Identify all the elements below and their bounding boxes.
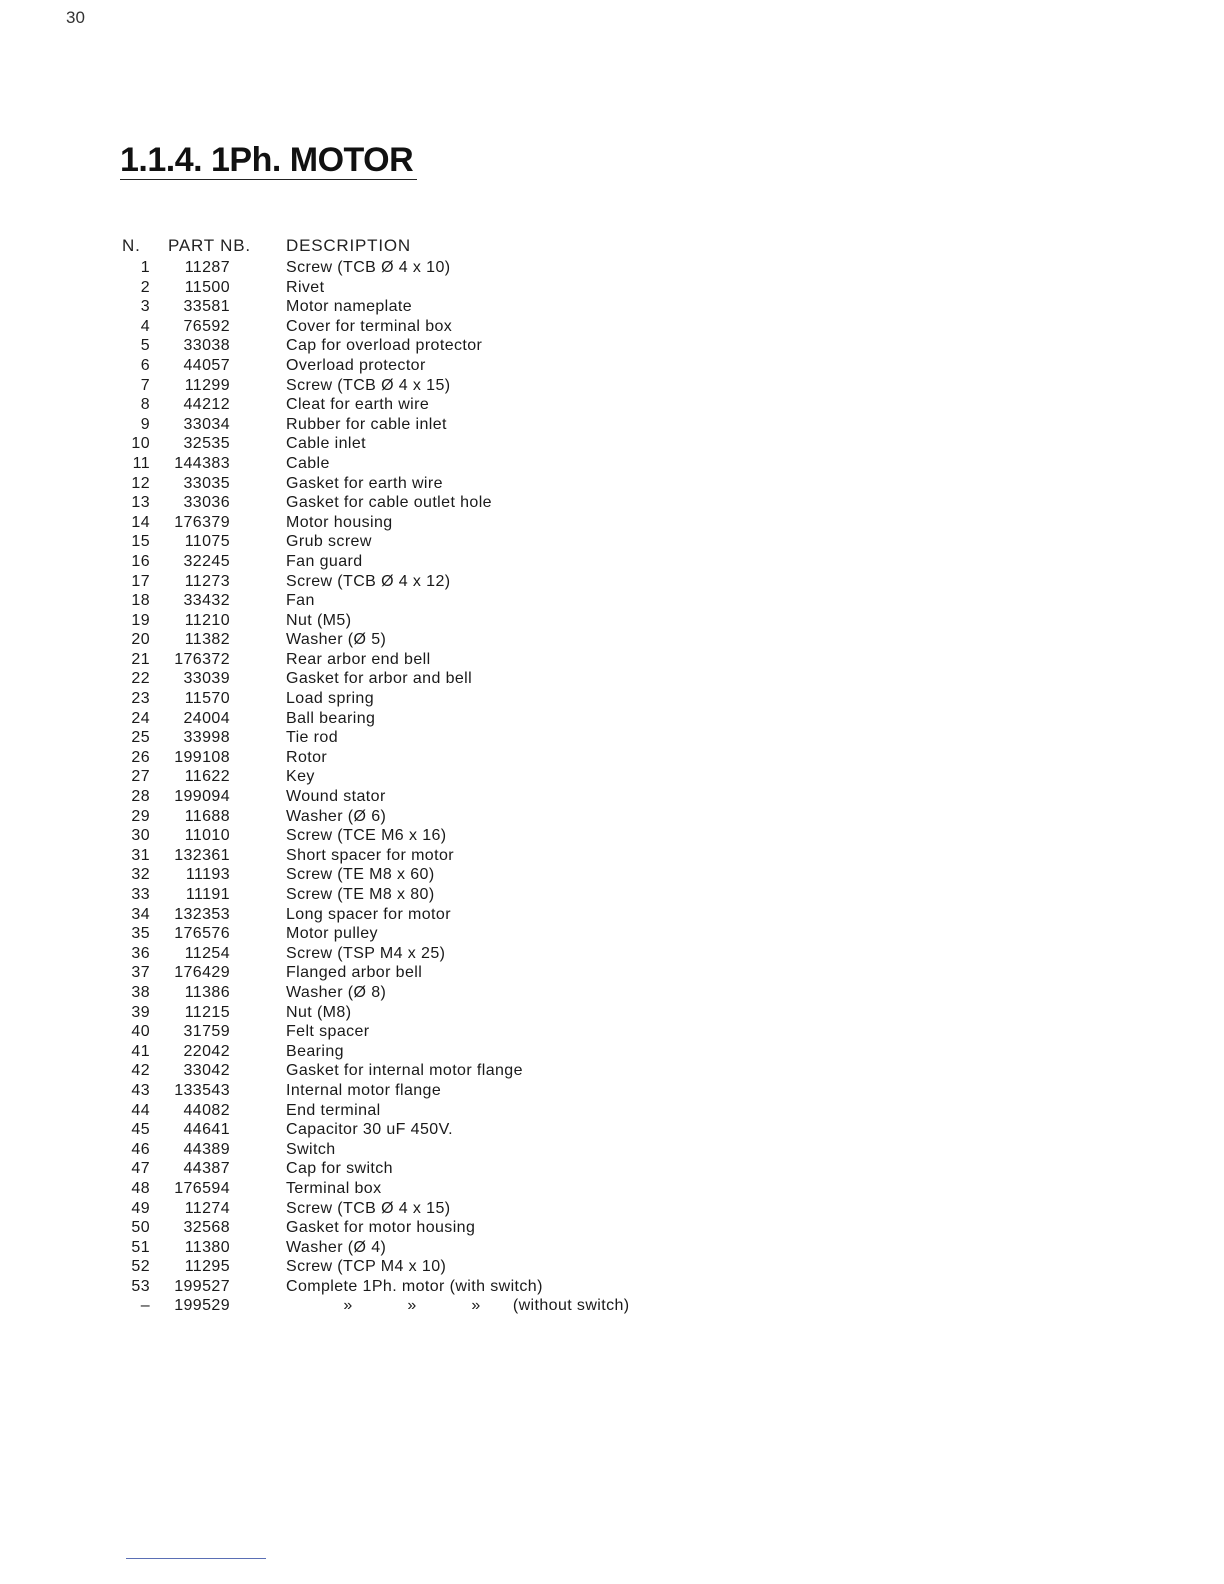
part-row bbox=[110, 983, 670, 1003]
part-row bbox=[110, 572, 670, 592]
part-row bbox=[110, 885, 670, 905]
part-row bbox=[110, 1199, 670, 1219]
row-number: 20 bbox=[131, 631, 150, 649]
row-part-number: 11570 bbox=[184, 690, 230, 708]
row-part-number: 11254 bbox=[184, 944, 230, 962]
row-part-number: 176594 bbox=[174, 1179, 230, 1197]
row-part-number: 11386 bbox=[184, 983, 230, 1001]
part-row bbox=[110, 552, 670, 572]
row-number: 47 bbox=[131, 1160, 150, 1178]
row-description: Tie rod bbox=[286, 729, 339, 747]
part-row bbox=[110, 513, 670, 533]
row-number: 53 bbox=[131, 1277, 150, 1295]
row-description: Capacitor 30 uF 450V. bbox=[286, 1121, 454, 1139]
part-row bbox=[110, 376, 670, 396]
ditto-mark: » bbox=[343, 1297, 353, 1315]
row-number: 30 bbox=[131, 827, 150, 845]
row-part-number: 132361 bbox=[174, 846, 230, 864]
part-row bbox=[110, 1120, 670, 1140]
row-number: 16 bbox=[131, 552, 150, 570]
row-number: 24 bbox=[131, 709, 150, 727]
row-number: 9 bbox=[140, 415, 150, 433]
row-number: 37 bbox=[131, 964, 150, 982]
row-description: Gasket for internal motor flange bbox=[286, 1062, 523, 1080]
row-part-number: 133543 bbox=[174, 1081, 230, 1099]
part-row bbox=[110, 709, 670, 729]
row-part-number: 33035 bbox=[183, 474, 230, 492]
part-row bbox=[110, 1003, 670, 1023]
row-number: 31 bbox=[131, 846, 150, 864]
part-row bbox=[110, 1081, 670, 1101]
row-description bbox=[230, 1296, 630, 1316]
row-number: 27 bbox=[131, 768, 150, 786]
header-description: DESCRIPTION bbox=[286, 236, 411, 255]
row-description: Grub screw bbox=[286, 533, 372, 551]
row-part-number: 44082 bbox=[183, 1101, 230, 1119]
row-part-number: 11688 bbox=[184, 807, 230, 825]
row-description: Screw (TCP M4 x 10) bbox=[286, 1258, 447, 1276]
row-number: 42 bbox=[131, 1062, 150, 1080]
row-part-number: 11274 bbox=[184, 1199, 230, 1217]
row-description: Motor housing bbox=[286, 513, 393, 531]
row-description: End terminal bbox=[286, 1101, 381, 1119]
row-number: 3 bbox=[140, 298, 150, 316]
part-row bbox=[110, 258, 670, 278]
row-description: Felt spacer bbox=[286, 1023, 370, 1041]
row-part-number: 132353 bbox=[174, 905, 230, 923]
footer-rule bbox=[126, 1558, 266, 1559]
row-description: Overload protector bbox=[286, 356, 426, 374]
part-row bbox=[110, 826, 670, 846]
row-description: Rivet bbox=[286, 278, 325, 296]
row-number: 21 bbox=[131, 650, 150, 668]
row-description: Motor nameplate bbox=[286, 298, 413, 316]
row-description: Screw (TCB Ø 4 x 15) bbox=[286, 1199, 451, 1217]
row-part-number: 199529 bbox=[174, 1297, 230, 1315]
row-part-number: 24004 bbox=[183, 709, 230, 727]
row-part-number: 11215 bbox=[184, 1003, 230, 1021]
row-part-number: 176372 bbox=[174, 650, 230, 668]
row-description: Cable bbox=[286, 454, 330, 472]
row-part-number: 11287 bbox=[184, 259, 230, 276]
part-row bbox=[110, 963, 670, 983]
part-row bbox=[110, 493, 670, 513]
row-part-number: 44212 bbox=[183, 396, 230, 414]
row-part-number: 33998 bbox=[183, 729, 230, 747]
row-part-number: 11382 bbox=[184, 631, 230, 649]
row-description: Nut (M5) bbox=[286, 611, 352, 629]
part-row bbox=[110, 317, 670, 337]
row-description: Long spacer for motor bbox=[286, 905, 451, 923]
row-description: Terminal box bbox=[286, 1179, 382, 1197]
row-description: Rotor bbox=[286, 748, 328, 766]
row-part-number: 176379 bbox=[174, 513, 230, 531]
page-number: 30 bbox=[66, 8, 85, 27]
row-part-number: 32568 bbox=[183, 1219, 230, 1237]
part-row bbox=[110, 454, 670, 474]
part-row bbox=[110, 395, 670, 415]
row-number: 36 bbox=[131, 944, 150, 962]
row-number: 28 bbox=[131, 788, 150, 806]
row-number: 49 bbox=[131, 1199, 150, 1217]
row-part-number: 44389 bbox=[183, 1140, 230, 1158]
part-row bbox=[110, 1179, 670, 1199]
row-description: Screw (TE M8 x 60) bbox=[286, 866, 435, 884]
part-row bbox=[110, 1101, 670, 1121]
row-description: Switch bbox=[286, 1140, 336, 1158]
row-description: Bearing bbox=[286, 1042, 344, 1060]
row-number: 35 bbox=[131, 925, 150, 943]
part-row bbox=[110, 356, 670, 376]
part-row bbox=[110, 532, 670, 552]
row-part-number: 144383 bbox=[174, 454, 230, 472]
part-row bbox=[110, 1218, 670, 1238]
row-part-number: 176576 bbox=[174, 925, 230, 943]
section-title: 1.1.4. 1Ph. MOTOR bbox=[120, 141, 414, 179]
row-number: 26 bbox=[131, 748, 150, 766]
row-description: Gasket for earth wire bbox=[286, 474, 443, 492]
row-description: Screw (TSP M4 x 25) bbox=[286, 944, 446, 962]
row-number: 39 bbox=[131, 1003, 150, 1021]
row-number: 18 bbox=[131, 592, 150, 610]
row-part-number: 199094 bbox=[174, 788, 230, 806]
row-number: 6 bbox=[140, 356, 150, 374]
row-description: Fan bbox=[286, 592, 315, 610]
row-description: Ball bearing bbox=[286, 709, 376, 727]
row-part-number: 32535 bbox=[183, 435, 230, 453]
part-row bbox=[110, 1238, 670, 1258]
row-description: Fan guard bbox=[286, 552, 363, 570]
row-number: 10 bbox=[131, 435, 150, 453]
part-row bbox=[110, 748, 670, 768]
row-part-number: 44387 bbox=[183, 1160, 230, 1178]
part-row bbox=[110, 728, 670, 748]
row-part-number: 33034 bbox=[183, 415, 230, 433]
row-part-number: 76592 bbox=[183, 317, 230, 335]
row-part-number: 31759 bbox=[183, 1023, 230, 1041]
row-description: Screw (TE M8 x 80) bbox=[286, 886, 435, 903]
row-description: Gasket for motor housing bbox=[286, 1219, 476, 1237]
row-part-number: 33432 bbox=[183, 592, 230, 610]
row-description: Short spacer for motor bbox=[286, 846, 454, 864]
parts-list-header bbox=[110, 236, 670, 258]
row-number: 22 bbox=[131, 670, 150, 688]
part-row bbox=[110, 1277, 670, 1297]
row-description: Gasket for cable outlet hole bbox=[286, 494, 492, 512]
row-part-number: 199527 bbox=[174, 1277, 230, 1295]
row-description: Gasket for arbor and bell bbox=[286, 670, 473, 688]
part-row bbox=[110, 865, 670, 885]
row-number: 23 bbox=[131, 690, 150, 708]
row-number: 52 bbox=[131, 1258, 150, 1276]
row-number: 11 bbox=[132, 454, 150, 472]
row-number: 2 bbox=[140, 278, 150, 296]
row-number: 40 bbox=[131, 1023, 150, 1041]
row-description: Washer (Ø 8) bbox=[286, 983, 387, 1001]
row-description: Key bbox=[286, 768, 315, 786]
row-description: Cap for overload protector bbox=[286, 337, 483, 355]
row-number: 38 bbox=[131, 983, 150, 1001]
row-description: Washer (Ø 5) bbox=[286, 631, 387, 649]
row-part-number: 11010 bbox=[184, 827, 230, 845]
row-number: 1 bbox=[140, 259, 150, 276]
part-row bbox=[110, 846, 670, 866]
row-description: Washer (Ø 6) bbox=[286, 807, 387, 825]
part-row bbox=[110, 297, 670, 317]
row-number: 48 bbox=[131, 1179, 150, 1197]
row-part-number: 11075 bbox=[184, 533, 230, 551]
row-part-number: 199108 bbox=[174, 748, 230, 766]
row-part-number: 33038 bbox=[183, 337, 230, 355]
part-row bbox=[110, 944, 670, 964]
row-number: 51 bbox=[131, 1238, 150, 1256]
row-description: Cover for terminal box bbox=[286, 317, 453, 335]
row-part-number: 33042 bbox=[183, 1062, 230, 1080]
row-description: Load spring bbox=[286, 690, 375, 708]
row-number: 43 bbox=[131, 1081, 150, 1099]
row-part-number: 176429 bbox=[174, 964, 230, 982]
part-row bbox=[110, 474, 670, 494]
row-description: Rear arbor end bell bbox=[286, 650, 431, 668]
row-description: Cap for switch bbox=[286, 1160, 393, 1178]
row-number: 32 bbox=[131, 866, 150, 884]
row-description: Cable inlet bbox=[286, 435, 367, 453]
parts-list bbox=[110, 236, 670, 1316]
part-row bbox=[110, 669, 670, 689]
row-description: Flanged arbor bell bbox=[286, 964, 423, 982]
ditto-mark: » bbox=[471, 1297, 481, 1315]
ditto-mark: » bbox=[407, 1297, 417, 1315]
row-number: 19 bbox=[131, 611, 150, 629]
row-number: 7 bbox=[140, 376, 150, 394]
row-description: Internal motor flange bbox=[286, 1081, 442, 1099]
parts-rows bbox=[110, 258, 670, 1296]
row-part-number: 44057 bbox=[183, 356, 230, 374]
part-row bbox=[110, 650, 670, 670]
part-row bbox=[110, 611, 670, 631]
part-row bbox=[110, 1042, 670, 1062]
row-number: 41 bbox=[131, 1042, 150, 1060]
row-number: 45 bbox=[131, 1121, 150, 1139]
row-part-number: 32245 bbox=[183, 552, 230, 570]
row-description: Rubber for cable inlet bbox=[286, 415, 447, 433]
row-number: 4 bbox=[140, 317, 150, 335]
part-row bbox=[110, 1159, 670, 1179]
row-part-number: 11273 bbox=[184, 572, 230, 590]
part-row bbox=[110, 689, 670, 709]
row-number: 44 bbox=[131, 1101, 150, 1119]
part-row bbox=[110, 924, 670, 944]
row-part-number: 33036 bbox=[183, 494, 230, 512]
row-description: Wound stator bbox=[286, 788, 386, 806]
row-number: 50 bbox=[131, 1219, 150, 1237]
row-part-number: 11622 bbox=[184, 768, 230, 786]
row-number: 5 bbox=[140, 337, 150, 355]
row-number: 34 bbox=[131, 905, 150, 923]
row-description: Nut (M8) bbox=[286, 1003, 352, 1021]
part-row bbox=[110, 415, 670, 435]
part-row bbox=[110, 807, 670, 827]
row-description: Washer (Ø 4) bbox=[286, 1238, 387, 1256]
row-part-number: 11380 bbox=[184, 1238, 230, 1256]
row-part-number: 22042 bbox=[183, 1042, 230, 1060]
row-number: 29 bbox=[131, 807, 150, 825]
part-row bbox=[110, 630, 670, 650]
part-row bbox=[110, 1022, 670, 1042]
row-description: Screw (TCB Ø 4 x 15) bbox=[286, 376, 451, 394]
row-part-number: 11210 bbox=[184, 611, 230, 629]
part-row bbox=[110, 787, 670, 807]
row-part-number: 11193 bbox=[185, 866, 230, 884]
part-row bbox=[110, 1061, 670, 1081]
row-part-number: 33039 bbox=[183, 670, 230, 688]
row-number: 15 bbox=[131, 533, 150, 551]
row-part-number: 11191 bbox=[185, 886, 230, 903]
row-part-number: 33581 bbox=[183, 298, 230, 316]
row-number: 46 bbox=[131, 1140, 150, 1158]
row-number: – bbox=[140, 1297, 150, 1315]
row-part-number: 11295 bbox=[184, 1258, 230, 1276]
part-row bbox=[110, 434, 670, 454]
row-number: 12 bbox=[131, 474, 150, 492]
header-part-number: PART NB. bbox=[168, 236, 251, 255]
row-description: Screw (TCE M6 x 16) bbox=[286, 827, 447, 845]
row-description: Cleat for earth wire bbox=[286, 396, 430, 414]
title-underline bbox=[120, 179, 417, 180]
part-row bbox=[110, 1257, 670, 1277]
description-suffix: (without switch) bbox=[512, 1297, 630, 1315]
part-row-last bbox=[110, 1296, 670, 1316]
row-part-number: 11500 bbox=[184, 278, 230, 296]
row-number: 8 bbox=[140, 396, 150, 414]
header-number: N. bbox=[122, 236, 141, 255]
row-description: Complete 1Ph. motor (with switch) bbox=[286, 1277, 543, 1295]
row-number: 17 bbox=[131, 572, 150, 590]
row-description: Screw (TCB Ø 4 x 12) bbox=[286, 572, 451, 590]
row-number: 13 bbox=[131, 494, 150, 512]
row-part-number: 11299 bbox=[184, 376, 230, 394]
part-row bbox=[110, 1140, 670, 1160]
part-row bbox=[110, 591, 670, 611]
row-number: 33 bbox=[131, 886, 150, 903]
row-number: 14 bbox=[131, 513, 150, 531]
row-description: Screw (TCB Ø 4 x 10) bbox=[286, 259, 451, 276]
part-row bbox=[110, 905, 670, 925]
part-row bbox=[110, 278, 670, 298]
part-row bbox=[110, 336, 670, 356]
row-number: 25 bbox=[131, 729, 150, 747]
row-part-number: 44641 bbox=[183, 1121, 230, 1139]
part-row bbox=[110, 767, 670, 787]
row-description: Motor pulley bbox=[286, 925, 378, 943]
